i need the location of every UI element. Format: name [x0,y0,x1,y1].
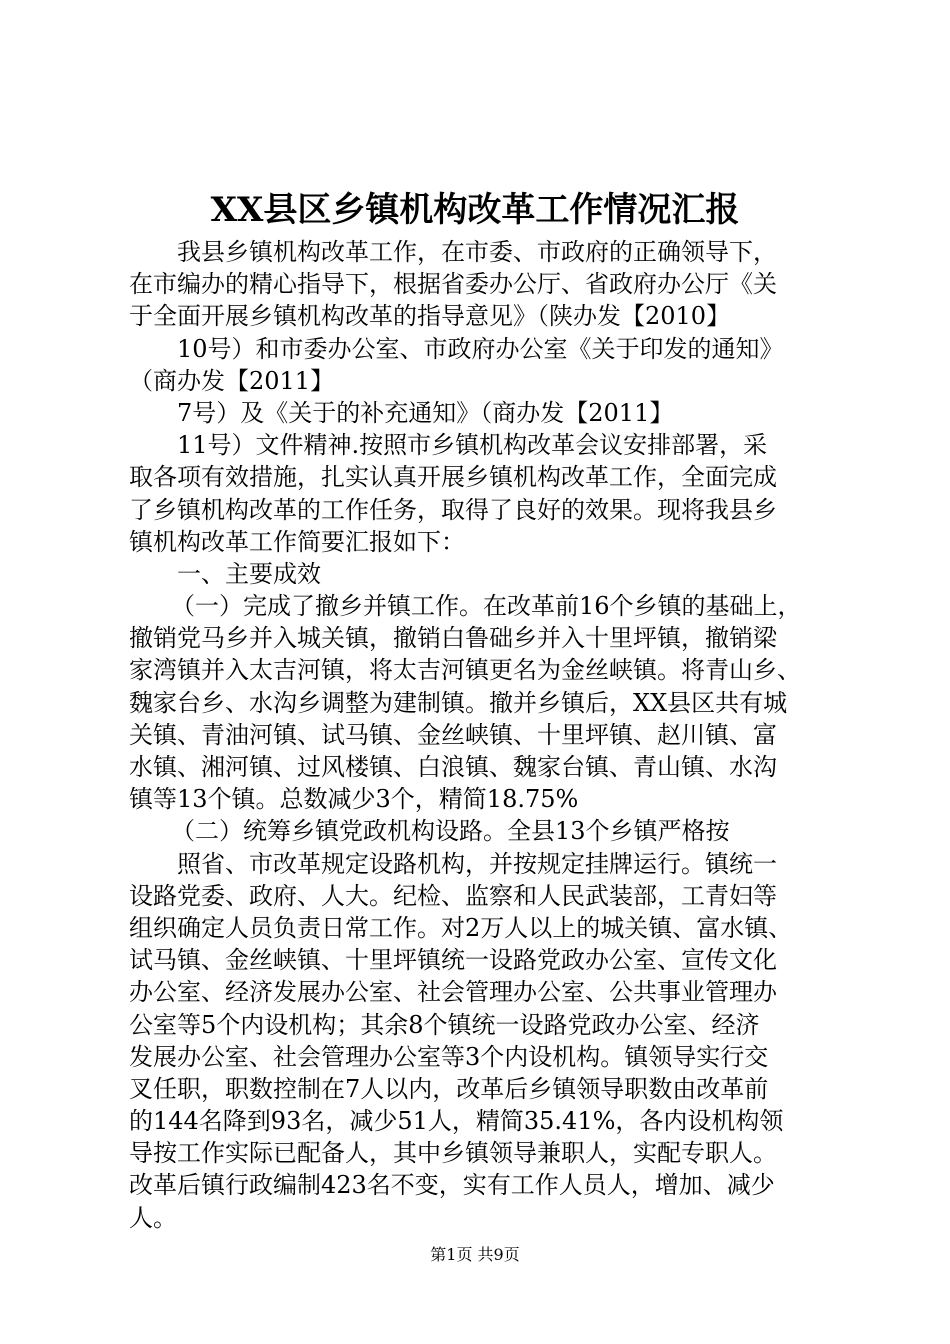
paragraph-line: 在市编办的精心指导下，根据省委办公厅、省政府办公厅《关 [129,270,777,299]
paragraph-line: 撤销党马乡并入城关镇，撤销白鲁础乡并入十里坪镇，撤销梁 [129,624,777,653]
paragraph-line: （二）统筹乡镇党政机构设路。全县13个乡镇严格按 [171,817,730,846]
paragraph-line: 人。 [129,1203,177,1232]
document-title: XX县区乡镇机构改革工作情况汇报 [210,190,740,230]
paragraph-line: 办公室、经济发展办公室、社会管理办公室、公共事业管理办 [129,978,777,1007]
paragraph-line: 了乡镇机构改革的工作任务，取得了良好的效果。现将我县乡 [129,495,777,524]
paragraph-line: 改革后镇行政编制423名不变，实有工作人员人，增加、减少 [129,1171,775,1200]
paragraph-line: 公室等5个内设机构；其余8个镇统一设路党政办公室、经济 [129,1010,760,1039]
paragraph-line: 我县乡镇机构改革工作，在市委、市政府的正确领导下， [177,238,777,266]
paragraph-line: 试马镇、金丝峡镇、十里坪镇统一设路党政办公室、宣传文化 [129,946,777,975]
paragraph-line: 11号）文件精神.按照市乡镇机构改革会议安排部署，采 [177,431,768,460]
paragraph-line: 7号）及《关于的补充通知》（商办发【2011】 [177,398,674,427]
paragraph-line: 水镇、湘河镇、过风楼镇、白浪镇、魏家台镇、青山镇、水沟 [129,753,777,781]
page-footer: 第1页 共9页 [430,1245,520,1264]
paragraph-line: 魏家台乡、水沟乡调整为建制镇。撤并乡镇后，XX县区共有城 [129,688,788,717]
paragraph-line: 镇等13个镇。总数减少3个，精简18.75% [129,785,579,814]
paragraph-line: （商办发【2011】 [129,366,335,395]
paragraph-line: 导按工作实际已配备人，其中乡镇领导兼职人，实配专职人。 [129,1139,777,1168]
paragraph-line: 10号）和市委办公室、市政府办公室《关于印发的通知》 [177,334,784,363]
paragraph-line: 取各项有效措施，扎实认真开展乡镇机构改革工作，全面完成 [129,463,777,492]
section-heading: 一、主要成效 [177,559,321,588]
paragraph-line: 组织确定人员负责日常工作。对2万人以上的城关镇、富水镇、 [129,913,793,942]
paragraph-line: 镇机构改革工作简要汇报如下： [129,527,465,556]
paragraph-line: 设路党委、政府、人大。纪检、监察和人民武装部，工青妇等 [129,881,777,910]
paragraph-line: 家湾镇并入太吉河镇，将太吉河镇更名为金丝峡镇。将青山乡、 [129,656,801,685]
paragraph-line: 照省、市改革规定设路机构，并按规定挂牌运行。镇统一 [177,849,777,878]
paragraph-line: 关镇、青油河镇、试马镇、金丝峡镇、十里坪镇、赵川镇、富 [129,720,777,749]
paragraph-line: 叉任职，职数控制在7人以内，改革后乡镇领导职数由改革前 [129,1074,769,1103]
paragraph-line: 于全面开展乡镇机构改革的指导意见》（陕办发【2010】 [129,302,731,331]
paragraph-line: 的144名降到93名，减少51人，精简35.41%，各内设机构领 [129,1107,784,1136]
document-body [129,236,839,1234]
paragraph-line: （一）完成了撤乡并镇工作。在改革前16个乡镇的基础上， [171,592,802,621]
paragraph-line: 发展办公室、社会管理办公室等3个内设机构。镇领导实行交 [129,1042,769,1071]
